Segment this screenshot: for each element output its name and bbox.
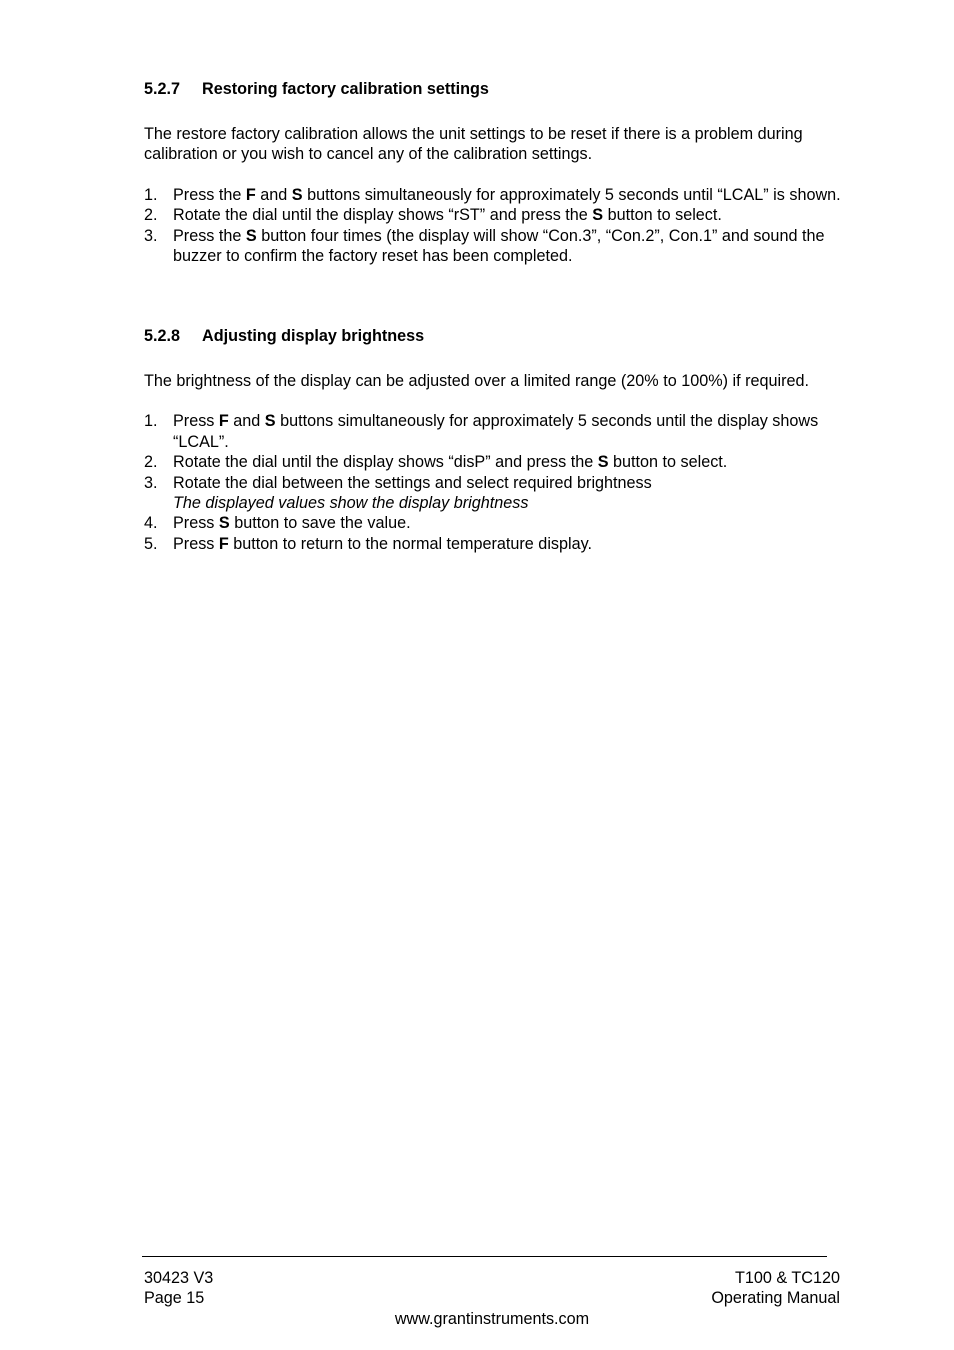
button-key: F (218, 412, 229, 431)
document-id: 30423 V3 (144, 1269, 214, 1287)
page-number: Page 15 (144, 1289, 205, 1308)
step-text: Rotate the dial until the display shows “rST” and press the (173, 206, 593, 225)
step-text: button to select. (608, 453, 728, 472)
step-text: buttons simultaneously for approximately 5 seconds until the display shows “LCAL”. (173, 412, 819, 451)
step-note: The displayed values show the display brightness (173, 494, 529, 513)
list-item (144, 411, 844, 452)
step-text: buttons simultaneously for approximately 5 seconds until “LCAL” is shown. (302, 185, 841, 204)
list-item (144, 513, 844, 533)
button-key: S (264, 412, 276, 431)
step-list (144, 185, 844, 267)
section-restoring-factory-calibration (144, 79, 844, 266)
list-marker: 4. (144, 514, 158, 533)
step-text: button to save the value. (229, 514, 411, 533)
list-item (144, 452, 844, 472)
button-key: S (291, 185, 303, 204)
step-text: button to select. (603, 206, 722, 225)
section-intro: The restore factory calibration allows the unit settings to be reset if there is a problem during calibration or you wish to cancel any of the calibration settings. (144, 125, 803, 164)
footer-left (144, 1268, 213, 1309)
step-text: Rotate the dial between the settings and select required brightness (173, 473, 652, 492)
step-text: button four times (the display will show “Con.3”, “Con.2”, Con.1” and sound the buzzer to confirm the factory reset has been completed. (173, 226, 825, 266)
section-intro: The brightness of the display can be adjusted over a limited range (20% to 100%) if required. (144, 372, 809, 390)
list-item (144, 226, 844, 267)
button-key: S (597, 453, 609, 472)
list-item (144, 185, 844, 205)
list-marker: 1. (144, 185, 158, 204)
list-marker: 1. (144, 412, 158, 431)
product-name: T100 & TC120 (735, 1269, 840, 1287)
step-text: Press (173, 412, 219, 431)
list-marker: 3. (144, 473, 158, 492)
list-marker: 2. (144, 206, 158, 225)
list-item (144, 205, 844, 225)
button-key: S (218, 514, 230, 533)
list-item (144, 473, 844, 514)
step-text: Press the (173, 226, 246, 245)
manual-title: Operating Manual (711, 1289, 840, 1308)
footer-divider (142, 1256, 827, 1257)
step-text: Press the (173, 185, 246, 204)
step-text: Rotate the dial until the display shows “disP” and press the (173, 453, 598, 472)
button-key: S (245, 226, 257, 245)
list-item (144, 534, 844, 554)
step-text: Press (173, 514, 219, 533)
button-key: F (218, 534, 229, 553)
step-list (144, 411, 844, 554)
list-marker: 3. (144, 226, 158, 245)
step-text: Press (173, 534, 219, 553)
list-marker: 5. (144, 534, 158, 553)
button-key: S (592, 206, 604, 225)
step-text: button to return to the normal temperature display. (228, 534, 592, 553)
section-title: Adjusting display brightness (202, 327, 425, 345)
button-key: F (245, 185, 256, 204)
footer-website: www.grantinstruments.com (394, 1310, 590, 1328)
section-heading (144, 326, 844, 346)
footer-right (711, 1268, 840, 1309)
section-title: Restoring factory calibration settings (202, 80, 489, 98)
section-number: 5.2.8 (144, 327, 181, 345)
section-number: 5.2.7 (144, 80, 181, 98)
section-adjusting-display-brightness (144, 326, 844, 554)
step-text: and (255, 185, 292, 204)
section-heading (144, 79, 844, 99)
step-text: and (228, 412, 265, 431)
list-marker: 2. (144, 453, 158, 472)
